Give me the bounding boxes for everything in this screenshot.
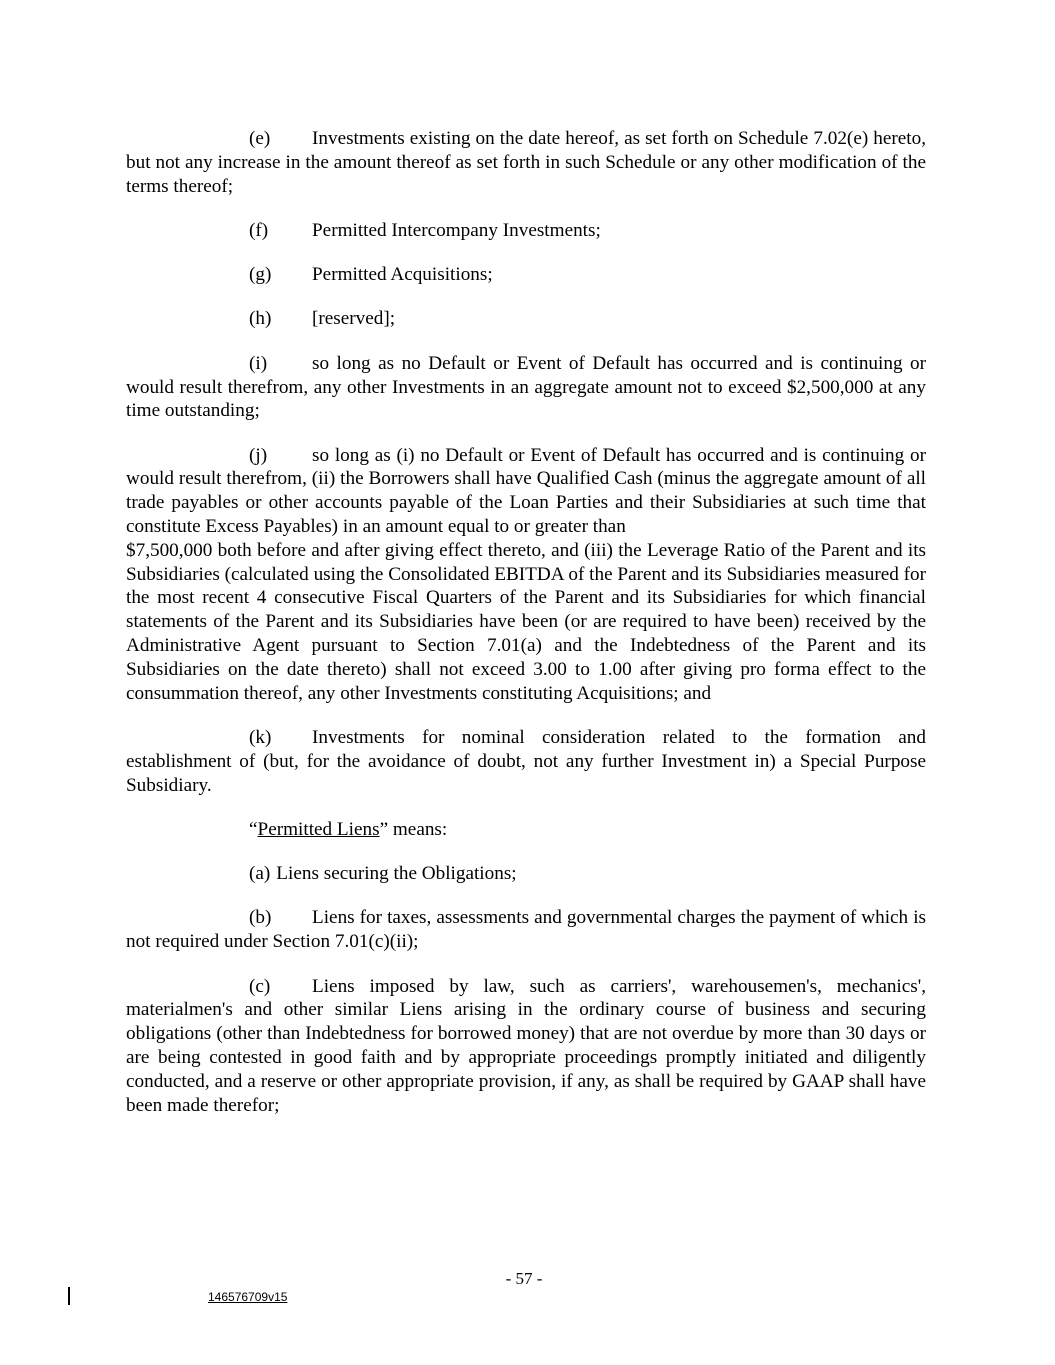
paragraph-text: so long as (i) no Default or Event of Default has occurred and is continuing or would result therefrom, (ii) the Borrowers shall have Qualified Cash (minus the aggregate amount of all trade payables or other accounts payable of the Loan Parties and their Subsidiaries at such time that constitute Excess Payables) in an amount equal to or greater than <box>126 444 926 538</box>
definition-permitted-liens <box>126 818 926 842</box>
paragraph-label: (c) <box>249 975 271 997</box>
revision-bar <box>68 1287 70 1305</box>
defined-term: Permitted Liens <box>257 818 380 840</box>
paragraph-label: (j) <box>249 444 268 466</box>
paragraph-label: (g) <box>249 264 272 286</box>
paragraph-k <box>126 726 926 797</box>
document-id: 146576709v15 <box>208 1290 288 1304</box>
lien-b <box>126 906 926 954</box>
paragraph-text: so long as no Default or Event of Default has occurred and is continuing or would result therefrom, any other Investments in an aggregate amount not to exceed $2,500,000 at any time outstanding; <box>126 352 926 422</box>
paragraph-e <box>126 127 926 198</box>
paragraph-label: (f) <box>249 219 269 241</box>
paragraph-label: (e) <box>249 128 271 149</box>
lien-a <box>126 862 926 886</box>
paragraph-label: (k) <box>249 726 272 748</box>
paragraph-text: Investments for nominal consideration related to the formation and establishment of (but, for the avoidance of doubt, not any further Investment in) a Special Purpose Subsidiary. <box>126 726 926 796</box>
definition-means: ” means: <box>379 818 448 840</box>
paragraph-label: (h) <box>249 308 272 330</box>
lien-c <box>126 975 926 1118</box>
paragraph-text: Liens imposed by law, such as carriers', warehousemen's, mechanics', materialmen's and other similar Liens arising in the ordinary course of business and securing obligations (other than Indebtedness for borrowed money) that are not overdue by more than 30 days or are being contested in good faith and by appropriate proceedings promptly initiated and diligently conducted, and a reserve or other appropriate provision, if any, as shall be required by GAAP shall have been made therefor; <box>126 975 926 1116</box>
paragraph-text: $7,500,000 both before and after giving effect thereto, and (iii) the Leverage Ratio of the Parent and its Subsidiaries (calculated using the Consolidated EBITDA of the Parent and its Subsidiaries measured for the most recent 4 consecutive Fiscal Quarters of the Parent and its Subsidiaries for which financial statements of the Parent and its Subsidiaries have been (or are required to have been) received by the Administrative Agent pursuant to Section 7.01(a) and the Indebtedness of the Parent and its Subsidiaries on the date thereto) shall not exceed 3.00 to 1.00 after giving pro forma effect to the consummation thereof, any other Investments constituting Acquisitions; and <box>126 539 926 704</box>
paragraph-text: Permitted Acquisitions; <box>312 264 493 286</box>
paragraph-label: (b) <box>249 907 272 929</box>
paragraph-text-continued <box>126 539 926 706</box>
paragraph-f <box>126 219 926 243</box>
paragraph-i <box>126 352 926 423</box>
paragraph-text: Permitted Intercompany Investments; <box>312 219 601 241</box>
paragraph-label: (a) <box>249 863 271 885</box>
paragraph-text: Investments existing on the date hereof, as set forth on Schedule 7.02(e) hereto, but not any increase in the amount thereof as set forth in such Schedule or any other modification of the terms thereof; <box>126 128 926 197</box>
paragraph-g <box>126 263 926 287</box>
paragraph-j <box>126 444 926 706</box>
paragraph-text: [reserved]; <box>312 308 396 330</box>
page-number: - 57 - <box>505 1269 543 1288</box>
document-body <box>126 127 926 1138</box>
open-quote: “ <box>249 818 258 840</box>
paragraph-text: Liens securing the Obligations; <box>276 863 517 885</box>
paragraph-label: (i) <box>249 352 268 374</box>
paragraph-text: Liens for taxes, assessments and governmental charges the payment of which is not required under Section 7.01(c)(ii); <box>126 907 926 953</box>
paragraph-h <box>126 307 926 331</box>
